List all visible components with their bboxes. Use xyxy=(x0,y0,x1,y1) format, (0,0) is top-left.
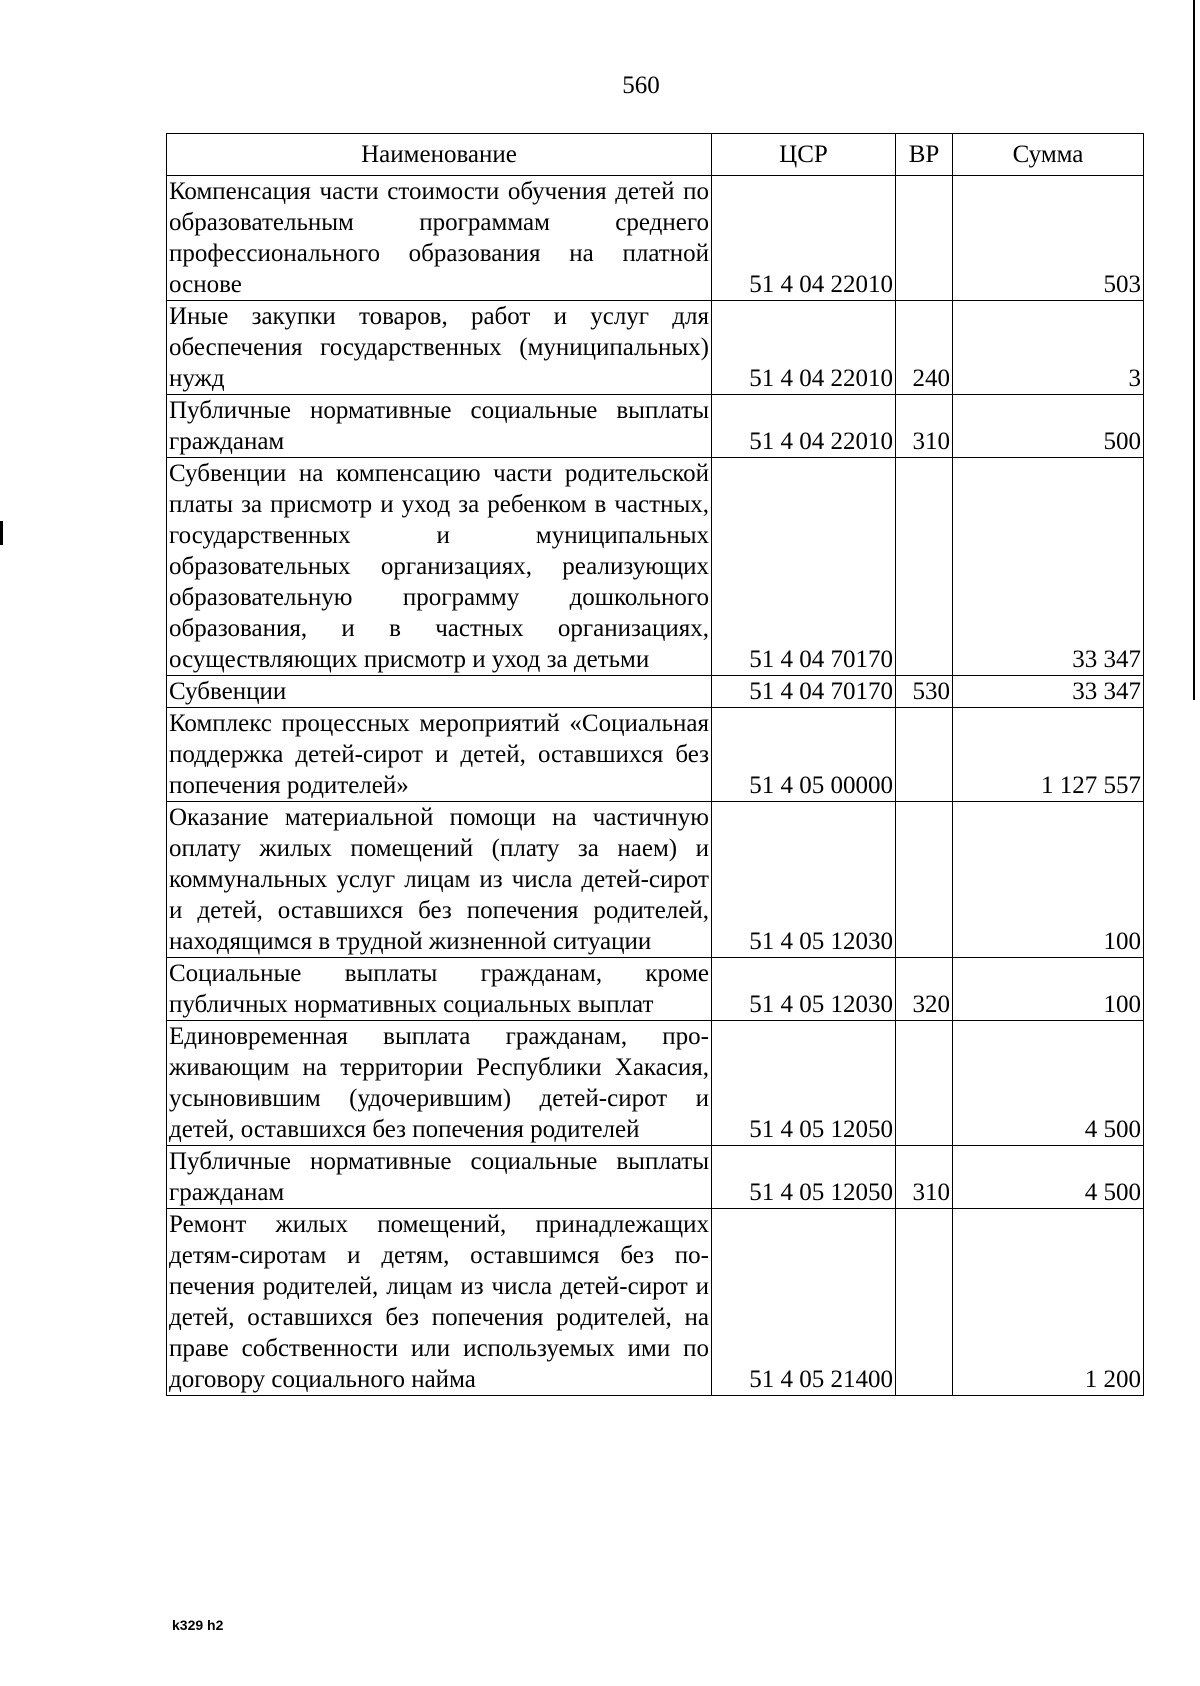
row-sum: 1 127 557 xyxy=(953,708,1144,802)
table-row xyxy=(167,395,1144,458)
row-name: Единовременная выплата гражданам, проживающим на территории Республики Хакасия, усыновившим (удочерившим) детей-сирот и детей, оставшихся без попечения родителей xyxy=(167,1021,712,1146)
table-header-row xyxy=(167,134,1144,176)
table-row xyxy=(167,1146,1144,1209)
row-vr xyxy=(896,1021,953,1146)
row-csr: 51 4 04 22010 xyxy=(712,176,896,301)
table-row xyxy=(167,176,1144,301)
header-vr: ВР xyxy=(896,134,953,176)
row-name: Публичные нормативные социальные выплаты гражданам xyxy=(167,395,712,458)
row-vr: 310 xyxy=(896,1146,953,1209)
table-row xyxy=(167,1209,1144,1396)
row-name: Оказание материальной помощи на частичную оплату жилых помещений (плату за наем) и коммунальных услуг лицам из числа детей-сирот и детей, оставшихся без попечения родителей, находящимся в трудной жизненной ситуации xyxy=(167,802,712,958)
row-sum: 500 xyxy=(953,395,1144,458)
row-vr: 320 xyxy=(896,958,953,1021)
row-csr: 51 4 04 70170 xyxy=(712,676,896,708)
row-sum: 4 500 xyxy=(953,1146,1144,1209)
row-name: Социальные выплаты гражданам, кроме публичных нормативных социальных выплат xyxy=(167,958,712,1021)
table-row xyxy=(167,958,1144,1021)
row-csr: 51 4 05 12030 xyxy=(712,958,896,1021)
row-vr: 310 xyxy=(896,395,953,458)
row-sum: 100 xyxy=(953,802,1144,958)
row-name: Комплекс процессных мероприятий «Социальная поддержка детей-сирот и детей, оставшихся без попечения родителей» xyxy=(167,708,712,802)
row-csr: 51 4 04 22010 xyxy=(712,301,896,395)
header-name: Наименование xyxy=(167,134,712,176)
row-vr xyxy=(896,802,953,958)
row-sum: 4 500 xyxy=(953,1021,1144,1146)
table-row xyxy=(167,802,1144,958)
row-sum: 3 xyxy=(953,301,1144,395)
row-vr xyxy=(896,176,953,301)
row-csr: 51 4 05 00000 xyxy=(712,708,896,802)
table-row xyxy=(167,458,1144,676)
row-vr xyxy=(896,458,953,676)
row-csr: 51 4 05 12050 xyxy=(712,1021,896,1146)
row-csr: 51 4 05 21400 xyxy=(712,1209,896,1396)
row-csr: 51 4 04 70170 xyxy=(712,458,896,676)
table-row xyxy=(167,301,1144,395)
row-sum: 1 200 xyxy=(953,1209,1144,1396)
header-sum: Сумма xyxy=(953,134,1144,176)
row-name: Ремонт жилых помещений, принадлежащих детям-сиротам и детям, оставшимся без попечения родителей, лицам из числа детей-сирот и детей, оставшихся без попечения родителей, на праве собственности или используемых ими по договору социального найма xyxy=(167,1209,712,1396)
page-number: 560 xyxy=(622,72,660,99)
row-sum: 33 347 xyxy=(953,676,1144,708)
row-csr: 51 4 05 12050 xyxy=(712,1146,896,1209)
header-csr: ЦСР xyxy=(712,134,896,176)
row-sum: 100 xyxy=(953,958,1144,1021)
scan-edge-line xyxy=(1193,0,1195,700)
table-row xyxy=(167,708,1144,802)
row-name: Субвенции на компенсацию части родительской платы за присмотр и уход за ребенком в частных, государственных и муниципальных образовательных организациях, реализующих образовательную программу дошкольного образования, и в частных организациях, осуществляющих присмотр и уход за детьми xyxy=(167,458,712,676)
row-sum: 503 xyxy=(953,176,1144,301)
row-csr: 51 4 04 22010 xyxy=(712,395,896,458)
budget-table xyxy=(166,133,1144,1396)
row-vr xyxy=(896,1209,953,1396)
row-name: Иные закупки товаров, работ и услуг для обеспечения государственных (муниципальных) нужд xyxy=(167,301,712,395)
row-vr: 530 xyxy=(896,676,953,708)
row-sum: 33 347 xyxy=(953,458,1144,676)
table-row xyxy=(167,676,1144,708)
row-vr: 240 xyxy=(896,301,953,395)
table-row xyxy=(167,1021,1144,1146)
row-name: Публичные нормативные социальные выплаты гражданам xyxy=(167,1146,712,1209)
row-name: Компенсация части стоимости обучения детей по образовательным программам среднего профессионального образования на платной основе xyxy=(167,176,712,301)
scan-edge-mark xyxy=(0,521,3,545)
row-name: Субвенции xyxy=(167,676,712,708)
row-vr xyxy=(896,708,953,802)
row-csr: 51 4 05 12030 xyxy=(712,802,896,958)
footer-code: k329 h2 xyxy=(172,1617,224,1633)
